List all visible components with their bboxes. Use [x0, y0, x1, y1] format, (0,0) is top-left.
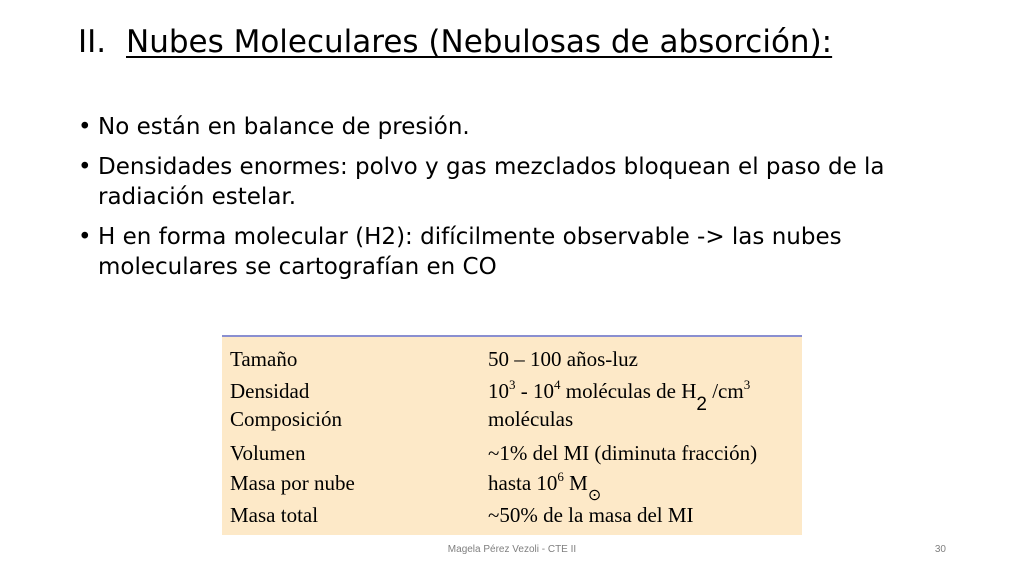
row-value: ~50% de la masa del MI — [488, 503, 694, 527]
page-number: 30 — [934, 544, 946, 555]
properties-table — [222, 335, 802, 535]
row-value: 50 – 100 años-luz — [488, 347, 638, 371]
bullet-item — [78, 222, 958, 282]
bullet-text: No están en balance de presión. — [98, 114, 470, 140]
value-exponent: 6 — [557, 469, 564, 484]
value-part: moléculas de H — [560, 379, 697, 403]
bullet-marker: • — [78, 154, 92, 180]
bullet-text: Densidades enormes: polvo y gas mezclados bloquean el paso de la radiación estelar. — [98, 154, 885, 210]
value-part: hasta 10 — [488, 471, 558, 495]
value-part: 10 — [488, 379, 509, 403]
title-number: II. — [78, 24, 107, 60]
row-value — [488, 469, 602, 504]
row-label: Composición — [230, 407, 343, 431]
bullet-marker: • — [78, 224, 92, 250]
slide-title — [78, 22, 832, 62]
row-value: ~1% del MI (diminuta fracción) — [488, 441, 758, 465]
value-exponent: 4 — [554, 377, 561, 392]
row-value: moléculas — [488, 407, 574, 431]
bullet-list — [78, 112, 958, 292]
sun-symbol-icon: ⊙ — [587, 487, 602, 504]
bullet-marker: • — [78, 114, 92, 140]
footer-author: Magela Pérez Vezoli - CTE II — [447, 544, 577, 555]
table-row — [230, 377, 796, 415]
bullet-item — [78, 152, 958, 212]
value-unit: /cm — [706, 379, 744, 403]
value-part: - 10 — [515, 379, 554, 403]
row-value — [488, 377, 751, 415]
table-row — [230, 345, 796, 373]
value-unit: M — [563, 471, 588, 495]
row-label: Volumen — [230, 441, 306, 465]
bullet-text: H en forma molecular (H2): difícilmente observable -> las nubes moleculares se cartografían en CO — [98, 224, 842, 280]
table-row — [230, 501, 796, 529]
value-exponent: 3 — [509, 377, 516, 392]
row-label: Densidad — [230, 379, 310, 403]
row-label: Masa por nube — [230, 471, 355, 495]
value-subscript: 2 — [696, 394, 707, 415]
value-exponent: 3 — [743, 377, 751, 392]
title-text: Nubes Moleculares (Nebulosas de absorción): — [126, 24, 833, 60]
table-row — [230, 439, 796, 467]
table-row — [230, 405, 796, 433]
bullet-item — [78, 112, 958, 142]
row-label: Tamaño — [230, 347, 298, 371]
table-row — [230, 469, 796, 504]
row-label: Masa total — [230, 503, 319, 527]
